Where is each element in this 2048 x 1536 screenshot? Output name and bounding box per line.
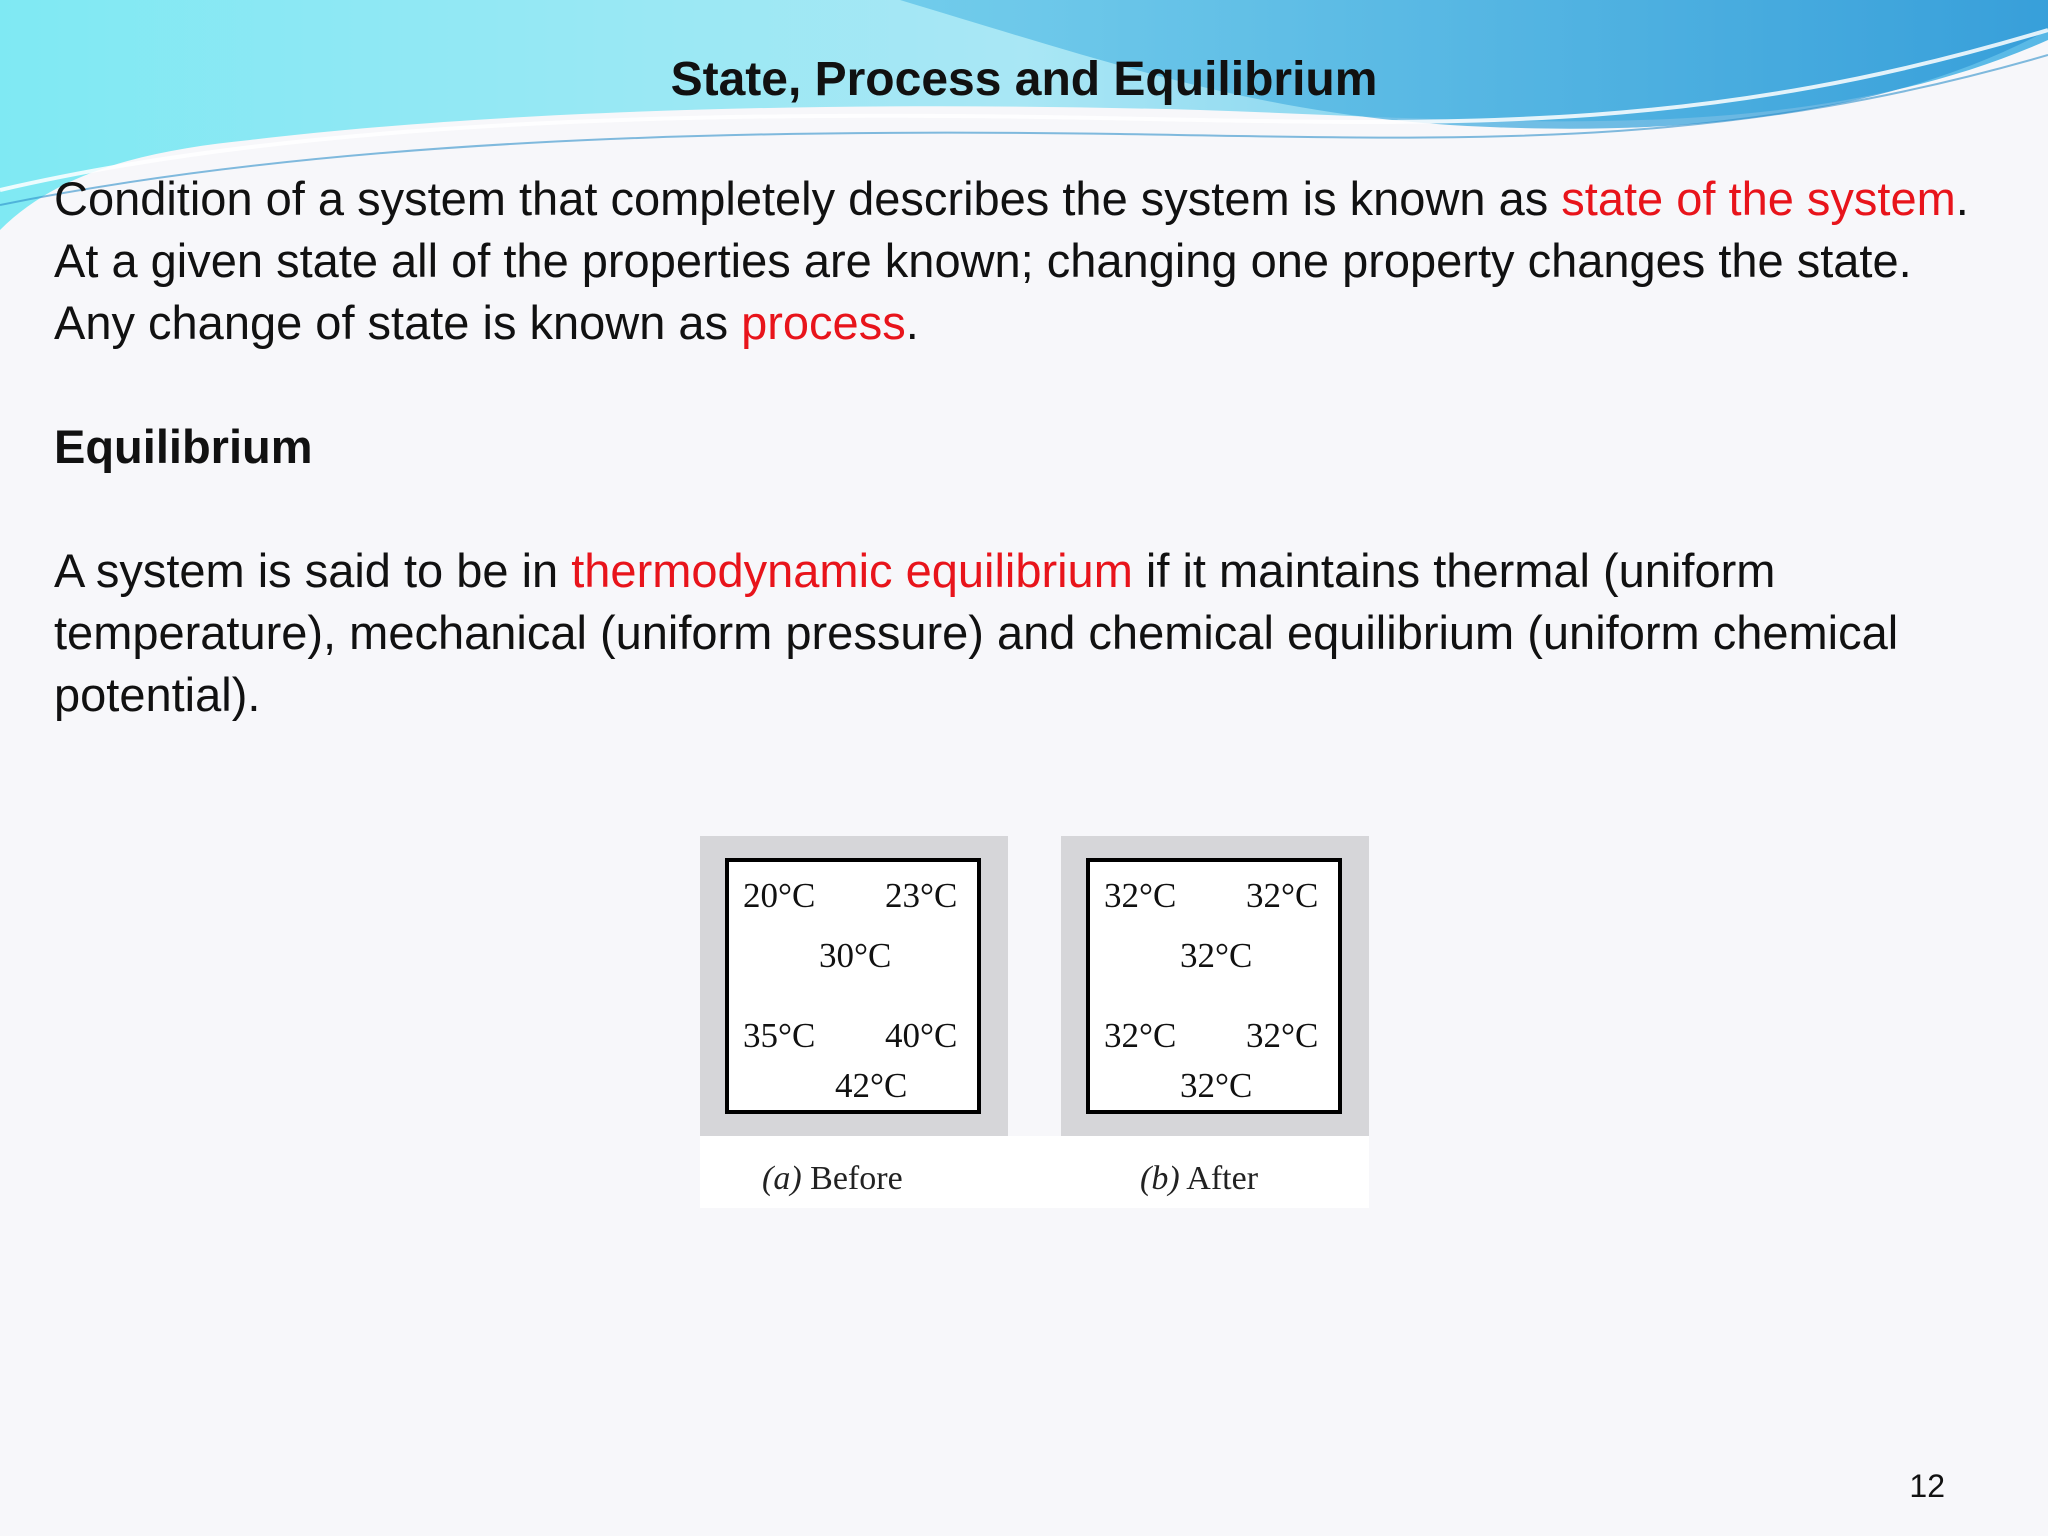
equilibrium-definition-text-1: A system is said to be in	[54, 544, 572, 597]
before-caption-label: (a)	[762, 1160, 802, 1197]
after-panel	[1061, 836, 1369, 1136]
before-system-box	[725, 858, 981, 1114]
equilibrium-definition-text-2: if it maintains thermal (uniform temperature), mechanical (uniform pressure) and chemical equilibrium (uniform chemical potential).	[54, 544, 1899, 721]
after-temp-bottom-right: 32°C	[1246, 1016, 1319, 1055]
thermodynamic-equilibrium-term: thermodynamic equilibrium	[571, 544, 1133, 597]
slide-title: State, Process and Equilibrium	[670, 53, 1378, 106]
after-caption-text: After	[1179, 1160, 1259, 1197]
before-temp-center: 30°C	[819, 936, 892, 975]
slide-body	[54, 168, 1994, 726]
after-caption-label: (b)	[1140, 1160, 1180, 1197]
after-temp-center: 32°C	[1180, 936, 1253, 975]
after-caption	[1140, 1160, 1258, 1198]
before-caption-text: Before	[801, 1160, 903, 1197]
before-temp-top-right: 23°C	[885, 876, 958, 915]
state-definition-text-1: Condition of a system that completely describes the system is known as	[54, 172, 1562, 225]
process-term: process	[741, 296, 906, 349]
before-temp-bottom-center: 42°C	[835, 1066, 908, 1105]
before-temp-bottom-right: 40°C	[885, 1016, 958, 1055]
process-definition-text-1: Any change of state is known as	[54, 296, 742, 349]
after-system-box	[1086, 858, 1342, 1114]
after-temp-bottom-left: 32°C	[1104, 1016, 1177, 1055]
process-definition-text-2: .	[905, 296, 919, 349]
before-panel	[700, 836, 1008, 1136]
before-temp-bottom-left: 35°C	[743, 1016, 816, 1055]
before-temp-top-left: 20°C	[743, 876, 816, 915]
process-definition-paragraph	[54, 292, 1994, 354]
after-temp-bottom-center: 32°C	[1180, 1066, 1253, 1105]
page-number: 12	[1909, 1468, 1945, 1504]
after-temp-top-left: 32°C	[1104, 876, 1177, 915]
after-temp-top-right: 32°C	[1246, 876, 1319, 915]
state-of-the-system-term: state of the system	[1561, 172, 1956, 225]
equilibrium-definition-paragraph	[54, 540, 1994, 726]
equilibrium-heading: Equilibrium	[54, 420, 313, 473]
state-definition-text-2: . At a given state all of the properties are known; changing one property changes the state.	[54, 172, 1969, 287]
state-definition-paragraph	[54, 168, 1994, 292]
before-caption	[762, 1160, 903, 1198]
